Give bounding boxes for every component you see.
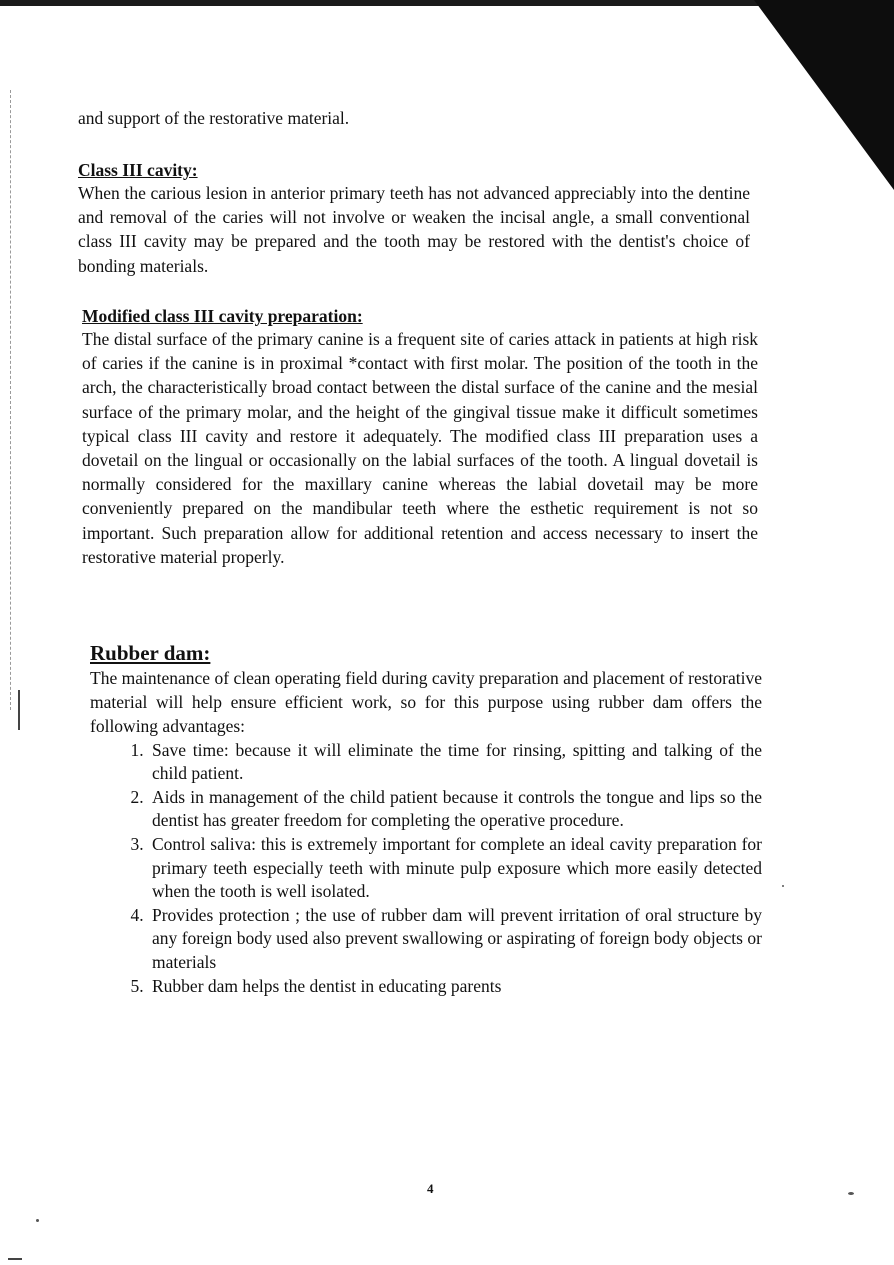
list-item: 4. Provides protection ; the use of rubber dam will prevent irritation of oral structure by any foreign body used also prevent swallowing or aspirating of foreign body objects or materials <box>148 904 762 975</box>
scan-speck <box>36 1219 39 1222</box>
section-heading: Modified class III cavity preparation: <box>82 306 363 326</box>
scan-speck <box>848 1192 854 1195</box>
class-iii-cavity-section <box>78 159 750 278</box>
section-heading: Class III cavity: <box>78 160 198 180</box>
section-paragraph: When the carious lesion in anterior primary teeth has not advanced appreciably into the dentine and removal of the caries will not involve or weaken the incisal angle, a small conventional class III cavity may be prepared and the tooth may be restored with the dentist's choice of bonding materials. <box>78 183 750 276</box>
scan-corner-shadow <box>754 0 894 190</box>
rubber-dam-section <box>90 640 762 998</box>
section-heading: Rubber dam: <box>90 641 211 665</box>
list-item: 1. Save time: because it will eliminate the time for rinsing, spitting and talking of the child patient. <box>148 739 762 786</box>
continuation-text: and support of the restorative material. <box>78 108 350 128</box>
scan-margin-marks <box>10 90 13 710</box>
section-paragraph: The distal surface of the primary canine is a frequent site of caries attack in patients at high risk of caries if the canine is in proximal *contact with first molar. The position of the tooth in the arch, the characteristically broad contact between the distal surface of the canine and the mesial surface of the primary molar, and the height of the gingival tissue make it difficult sometimes typical class III cavity and restore it adequately. The modified class III preparation uses a dovetail on the lingual or occasionally on the labial surfaces of the tooth. A lingual dovetail is normally considered for the maxillary canine whereas the labial dovetail may be more conveniently prepared on the mandibular teeth where the esthetic requirement is not so important. Such preparation allow for additional retention and access necessary to insert the restorative material properly. <box>82 329 758 567</box>
scan-corner-tick <box>8 1258 22 1260</box>
list-item: 3. Control saliva: this is extremely important for complete an ideal cavity preparation for primary teeth especially teeth with minute pulp exposure which more easily detected when the tooth is well isolated. <box>148 833 762 904</box>
list-item: 5. Rubber dam helps the dentist in educating parents <box>148 975 762 999</box>
list-item: 2. Aids in management of the child patient because it controls the tongue and lips so the dentist has greater freedom for completing the operative procedure. <box>148 786 762 833</box>
modified-class-iii-section <box>82 305 758 569</box>
scan-speck <box>782 885 784 887</box>
section-paragraph: The maintenance of clean operating field during cavity preparation and placement of restorative material will help ensure efficient work, so for this purpose using rubber dam offers the following advantages: <box>90 668 762 737</box>
advantages-list <box>90 739 762 999</box>
page-number: 4 <box>427 1181 434 1196</box>
scan-margin-line <box>18 690 20 730</box>
